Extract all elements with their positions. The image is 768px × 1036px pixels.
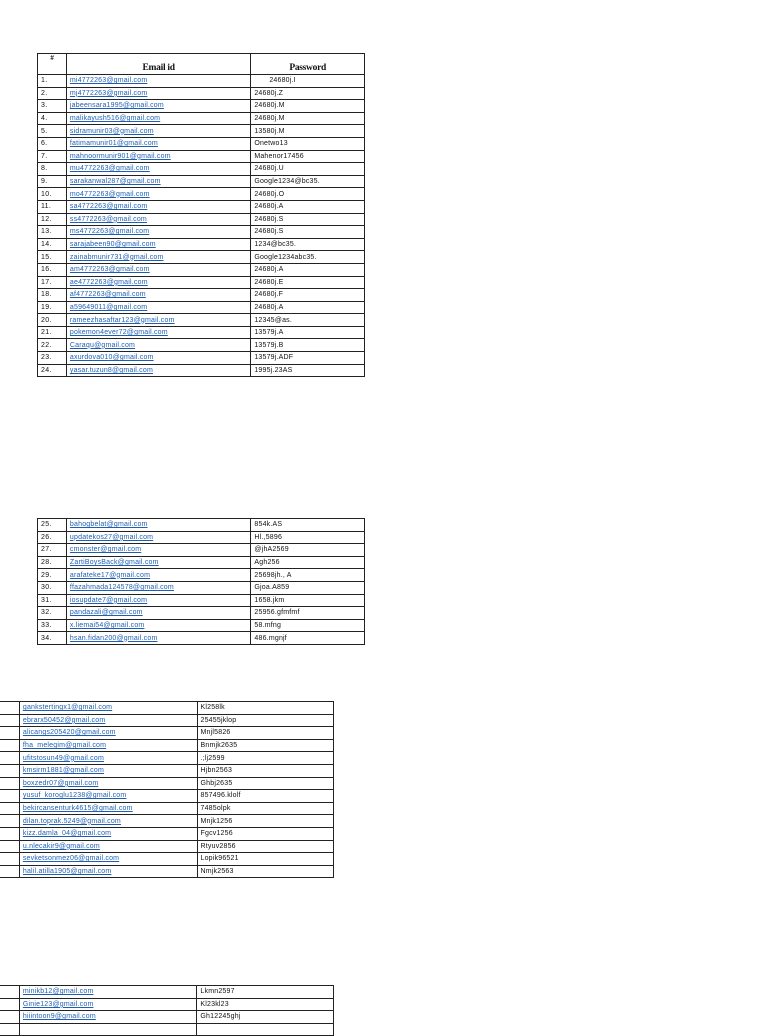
table-body xyxy=(38,75,365,377)
row-number: 8. xyxy=(38,163,67,176)
password-cell: 854k.AS xyxy=(251,519,365,532)
row-number: 30. xyxy=(38,581,67,594)
email-link[interactable]: cmonster@gmail.com xyxy=(69,546,142,554)
row-number: 33. xyxy=(38,619,67,632)
password-cell: .;lj2599 xyxy=(197,752,334,765)
row-number: 4. xyxy=(38,112,67,125)
email-cell xyxy=(66,314,250,327)
password-cell: 12345@as. xyxy=(251,314,365,327)
email-link[interactable]: mj4772263@gmail.com xyxy=(69,89,148,97)
email-link[interactable]: ss4772263@gmail.com xyxy=(69,215,147,223)
email-cell xyxy=(66,352,250,365)
password-cell: Google1234@bc35. xyxy=(251,175,365,188)
email-cell xyxy=(66,125,250,138)
table-row xyxy=(38,200,365,213)
table-row xyxy=(0,840,334,853)
password-cell: Nmjk2563 xyxy=(197,865,334,878)
row-number: 20. xyxy=(38,314,67,327)
table-row xyxy=(38,544,365,557)
table-row xyxy=(0,752,334,765)
row-number xyxy=(0,986,19,999)
table-row xyxy=(38,619,365,632)
credentials-table-4 xyxy=(0,985,334,1036)
password-cell: Fgcv1256 xyxy=(197,827,334,840)
table-row xyxy=(0,865,334,878)
email-cell xyxy=(66,364,250,377)
password-cell: Ghbj2635 xyxy=(197,777,334,790)
table-row xyxy=(38,519,365,532)
table-row xyxy=(38,301,365,314)
email-link[interactable]: rameezhasaftar123@gmail.com xyxy=(69,316,175,324)
email-cell xyxy=(19,714,197,727)
header-email: Email id xyxy=(66,54,250,75)
row-number xyxy=(0,827,19,840)
row-number: 15. xyxy=(38,251,67,264)
email-link[interactable]: kmsirm1881@gmail.com xyxy=(22,767,104,775)
table-row xyxy=(0,815,334,828)
email-cell xyxy=(66,339,250,352)
email-cell xyxy=(66,619,250,632)
password-cell: 25455jklop xyxy=(197,714,334,727)
email-link[interactable]: boxzedr07@gmail.com xyxy=(22,779,99,787)
email-cell xyxy=(19,727,197,740)
row-number: 1. xyxy=(38,75,67,88)
header-password: Password xyxy=(251,54,365,75)
table-row xyxy=(0,986,334,999)
table-row xyxy=(38,238,365,251)
password-cell: Kl23kl23 xyxy=(197,998,334,1011)
email-cell xyxy=(19,827,197,840)
row-number: 9. xyxy=(38,175,67,188)
email-cell xyxy=(19,764,197,777)
password-cell: 24680j.A xyxy=(251,200,365,213)
table-row xyxy=(38,339,365,352)
table-row xyxy=(38,163,365,176)
table-row xyxy=(38,569,365,582)
email-link[interactable]: mo4772263@gmail.com xyxy=(69,190,150,198)
email-cell xyxy=(66,163,250,176)
email-cell xyxy=(66,531,250,544)
row-number xyxy=(0,727,19,740)
table-row xyxy=(38,263,365,276)
password-cell: Gh12245ghj xyxy=(197,1011,334,1024)
table-row xyxy=(38,276,365,289)
row-number: 2. xyxy=(38,87,67,100)
table-row xyxy=(38,75,365,88)
row-number xyxy=(0,853,19,866)
email-cell xyxy=(19,998,197,1011)
email-cell xyxy=(19,777,197,790)
email-link[interactable]: malikayush516@gmail.com xyxy=(69,115,161,123)
email-link[interactable]: axurdova010@gmail.com xyxy=(69,354,154,362)
email-cell xyxy=(66,188,250,201)
password-cell: 13579j.ADF xyxy=(251,352,365,365)
email-link[interactable]: pandazali@gmail.com xyxy=(69,609,143,617)
email-link[interactable]: Caraqu@gmail.com xyxy=(69,341,136,349)
password-cell: 24680j.Z xyxy=(251,87,365,100)
header-number: # xyxy=(38,54,67,75)
email-link[interactable]: bekircansenturk4615@gmail.com xyxy=(22,805,133,813)
table-row xyxy=(0,739,334,752)
password-cell: Kl258lk xyxy=(197,702,334,715)
email-link[interactable]: zainabmunir731@gmail.com xyxy=(69,253,164,261)
email-cell xyxy=(66,326,250,339)
email-cell xyxy=(66,519,250,532)
table-row xyxy=(38,226,365,239)
table-row xyxy=(0,998,334,1011)
row-number: 16. xyxy=(38,263,67,276)
password-cell: Hl.,5896 xyxy=(251,531,365,544)
table-row xyxy=(38,352,365,365)
password-cell: Rtyuv2856 xyxy=(197,840,334,853)
email-cell xyxy=(19,815,197,828)
email-link[interactable]: Ginie123@gmail.com xyxy=(22,1000,94,1008)
email-link[interactable]: af4772263@gmail.com xyxy=(69,291,146,299)
table-row xyxy=(38,188,365,201)
password-cell: 7485olpk xyxy=(197,802,334,815)
table-row xyxy=(38,632,365,645)
password-cell: 24680j.U xyxy=(251,163,365,176)
email-cell xyxy=(66,213,250,226)
row-number: 27. xyxy=(38,544,67,557)
password-cell: 486.mgnjf xyxy=(251,632,365,645)
email-link[interactable]: ZartiBoysBack@gmail.com xyxy=(69,559,159,567)
password-cell: 24680j.A xyxy=(251,263,365,276)
email-cell xyxy=(66,556,250,569)
email-cell xyxy=(19,752,197,765)
table-row xyxy=(0,702,334,715)
table-body xyxy=(0,702,334,878)
email-cell xyxy=(19,840,197,853)
email-cell xyxy=(19,802,197,815)
email-cell xyxy=(66,544,250,557)
email-link[interactable]: ms4772263@gmail.com xyxy=(69,228,150,236)
row-number: 24. xyxy=(38,364,67,377)
password-cell: Gjoa.A859 xyxy=(251,581,365,594)
email-link[interactable]: sarakanwal287@gmail.com xyxy=(69,178,161,186)
email-cell xyxy=(19,853,197,866)
email-link[interactable]: arafateke17@gmail.com xyxy=(69,571,151,579)
row-number: 29. xyxy=(38,569,67,582)
table-row xyxy=(0,1011,334,1024)
row-number xyxy=(0,702,19,715)
email-link[interactable]: bahogbelat@gmail.com xyxy=(69,521,148,529)
table-row xyxy=(0,777,334,790)
row-number: 23. xyxy=(38,352,67,365)
email-cell xyxy=(19,1011,197,1024)
password-cell: Lopik96521 xyxy=(197,853,334,866)
password-cell: 24680j.O xyxy=(251,188,365,201)
row-number: 3. xyxy=(38,100,67,113)
email-link[interactable]: am4772263@gmail.com xyxy=(69,266,150,274)
email-cell xyxy=(66,175,250,188)
row-number xyxy=(0,865,19,878)
row-number: 12. xyxy=(38,213,67,226)
row-number xyxy=(0,840,19,853)
row-number xyxy=(0,790,19,803)
table-row xyxy=(38,364,365,377)
email-cell xyxy=(66,200,250,213)
row-number xyxy=(0,1023,19,1036)
row-number: 22. xyxy=(38,339,67,352)
email-link[interactable]: kizz.damla_04@gmail.com xyxy=(22,830,112,838)
table-row xyxy=(38,87,365,100)
credentials-table-1 xyxy=(37,53,365,377)
table-row xyxy=(38,607,365,620)
table-header-row xyxy=(38,54,365,75)
password-cell: @jhA2569 xyxy=(251,544,365,557)
password-cell: 1658.jkm xyxy=(251,594,365,607)
row-number xyxy=(0,739,19,752)
password-cell: 25698jh., A xyxy=(251,569,365,582)
email-link[interactable]: sa4772263@gmail.com xyxy=(69,203,148,211)
password-cell: 1995j.23AS xyxy=(251,364,365,377)
email-cell xyxy=(19,790,197,803)
password-cell: Agh256 xyxy=(251,556,365,569)
password-cell: 25956.gfmfmf xyxy=(251,607,365,620)
password-cell: 13580j.M xyxy=(251,125,365,138)
email-link[interactable]: sidramunir03@gmail.com xyxy=(69,127,154,135)
email-link[interactable]: u.nlecakir9@gmail.com xyxy=(22,842,100,850)
table-row xyxy=(38,314,365,327)
email-cell xyxy=(66,150,250,163)
table-row xyxy=(38,531,365,544)
row-number xyxy=(0,714,19,727)
table-row xyxy=(0,802,334,815)
row-number: 26. xyxy=(38,531,67,544)
email-link[interactable]: alicangs205420@gmail.com xyxy=(22,729,116,737)
row-number: 6. xyxy=(38,137,67,150)
table-row xyxy=(38,125,365,138)
credentials-table-2 xyxy=(37,518,365,645)
password-cell: 24680j.S xyxy=(251,213,365,226)
email-cell xyxy=(66,263,250,276)
password-cell: 58.mfng xyxy=(251,619,365,632)
row-number: 31. xyxy=(38,594,67,607)
password-cell: 24680j.S xyxy=(251,226,365,239)
password-cell: 24680j.F xyxy=(251,289,365,302)
email-cell xyxy=(66,594,250,607)
credentials-table-3 xyxy=(0,701,334,878)
email-cell xyxy=(19,739,197,752)
row-number xyxy=(0,802,19,815)
email-cell xyxy=(19,865,197,878)
row-number: 21. xyxy=(38,326,67,339)
table-body xyxy=(38,519,365,645)
table-row xyxy=(38,175,365,188)
email-link[interactable]: gankstertingx1@gmail.com xyxy=(22,704,113,712)
email-cell xyxy=(66,112,250,125)
email-link[interactable]: fha_melegim@gmail.com xyxy=(22,742,107,750)
email-link[interactable]: x.liemai54@gmail.com xyxy=(69,622,145,630)
email-cell xyxy=(66,87,250,100)
table-row xyxy=(38,289,365,302)
password-cell: 24680j.M xyxy=(251,100,365,113)
table-row xyxy=(38,137,365,150)
table-body xyxy=(0,986,334,1036)
email-link[interactable]: hiiintoon9@gmail.com xyxy=(22,1013,96,1021)
email-link[interactable]: minikb12@gmail.com xyxy=(22,988,94,996)
email-link[interactable]: jabeensara1995@gmail.com xyxy=(69,102,164,110)
email-link[interactable]: a59649011@gmail.com xyxy=(69,303,148,311)
password-cell: Mnjl5826 xyxy=(197,727,334,740)
password-cell: Lkmn2597 xyxy=(197,986,334,999)
row-number xyxy=(0,815,19,828)
email-link[interactable]: dilan.toprak.5249@gmail.com xyxy=(22,817,121,825)
table-row xyxy=(38,326,365,339)
row-number xyxy=(0,777,19,790)
password-cell: Google1234abc35. xyxy=(251,251,365,264)
password-cell xyxy=(197,1023,334,1036)
row-number: 17. xyxy=(38,276,67,289)
email-link[interactable]: ufitstosun49@gmail.com xyxy=(22,754,105,762)
row-number xyxy=(0,998,19,1011)
email-cell xyxy=(66,226,250,239)
password-cell: Mnjk1256 xyxy=(197,815,334,828)
row-number: 28. xyxy=(38,556,67,569)
table-row xyxy=(0,827,334,840)
password-cell: 13579j.A xyxy=(251,326,365,339)
email-cell xyxy=(66,276,250,289)
row-number: 11. xyxy=(38,200,67,213)
table-row xyxy=(38,150,365,163)
email-link[interactable]: sevketsonmez06@gmail.com xyxy=(22,855,120,863)
row-number: 10. xyxy=(38,188,67,201)
table-row xyxy=(38,112,365,125)
table-row xyxy=(0,727,334,740)
email-cell xyxy=(66,632,250,645)
table-row xyxy=(0,714,334,727)
email-link[interactable]: ffazahmada124578@gmail.com xyxy=(69,584,174,592)
email-link[interactable]: ebrarx50452@gmail.com xyxy=(22,716,106,724)
email-cell xyxy=(66,581,250,594)
table-row xyxy=(38,594,365,607)
email-cell xyxy=(66,289,250,302)
password-cell: 24680j.E xyxy=(251,276,365,289)
password-cell: 24680j.I xyxy=(251,75,365,88)
email-cell xyxy=(66,75,250,88)
password-cell: Bnmjk2635 xyxy=(197,739,334,752)
email-link[interactable]: yasar.tuzun8@gmail.com xyxy=(69,366,154,374)
row-number: 18. xyxy=(38,289,67,302)
email-cell xyxy=(66,607,250,620)
email-cell xyxy=(66,251,250,264)
password-cell: 857496.klolf xyxy=(197,790,334,803)
email-cell xyxy=(66,137,250,150)
row-number: 14. xyxy=(38,238,67,251)
email-cell xyxy=(66,100,250,113)
email-cell xyxy=(19,1023,197,1036)
row-number: 25. xyxy=(38,519,67,532)
email-link[interactable]: ae4772263@gmail.com xyxy=(69,278,148,286)
table-row xyxy=(38,100,365,113)
password-cell: Onetwo13 xyxy=(251,137,365,150)
table-row xyxy=(38,213,365,226)
row-number: 13. xyxy=(38,226,67,239)
email-link[interactable]: yusuf_koroglu1238@gmail.com xyxy=(22,792,127,800)
password-cell: 24680j.M xyxy=(251,112,365,125)
password-cell: Mahenor17456 xyxy=(251,150,365,163)
table-row xyxy=(38,581,365,594)
email-cell xyxy=(19,702,197,715)
password-cell: 1234@bc35. xyxy=(251,238,365,251)
row-number: 32. xyxy=(38,607,67,620)
email-link[interactable]: pokemon4ever72@gmail.com xyxy=(69,329,168,337)
row-number: 5. xyxy=(38,125,67,138)
email-link[interactable]: iosupdate7@gmail.com xyxy=(69,596,148,604)
row-number xyxy=(0,1011,19,1024)
email-link[interactable]: hsan.fidan200@gmail.com xyxy=(69,634,158,642)
email-cell xyxy=(19,986,197,999)
row-number: 34. xyxy=(38,632,67,645)
email-cell xyxy=(66,238,250,251)
email-link[interactable]: halil.atilla1905@gmail.com xyxy=(22,868,112,876)
password-cell: 13579j.B xyxy=(251,339,365,352)
email-cell xyxy=(66,301,250,314)
email-link[interactable]: mu4772263@gmail.com xyxy=(69,165,150,173)
table-row xyxy=(0,790,334,803)
email-cell xyxy=(66,569,250,582)
table-row xyxy=(0,853,334,866)
table-row xyxy=(38,556,365,569)
row-number xyxy=(0,752,19,765)
row-number xyxy=(0,764,19,777)
email-link[interactable]: fatimamunir01@gmail.com xyxy=(69,140,158,148)
table-row xyxy=(0,764,334,777)
email-link[interactable]: mahnoormunir901@gmail.com xyxy=(69,152,171,160)
table-row xyxy=(38,251,365,264)
password-cell: 24680j.A xyxy=(251,301,365,314)
email-link[interactable]: sarajabeen90@gmail.com xyxy=(69,241,156,249)
table-row xyxy=(0,1023,334,1036)
row-number: 19. xyxy=(38,301,67,314)
email-link[interactable]: mi4772263@gmail.com xyxy=(69,77,148,85)
password-cell: Hjbn2563 xyxy=(197,764,334,777)
row-number: 7. xyxy=(38,150,67,163)
email-link[interactable]: updatekos27@gmail.com xyxy=(69,533,154,541)
